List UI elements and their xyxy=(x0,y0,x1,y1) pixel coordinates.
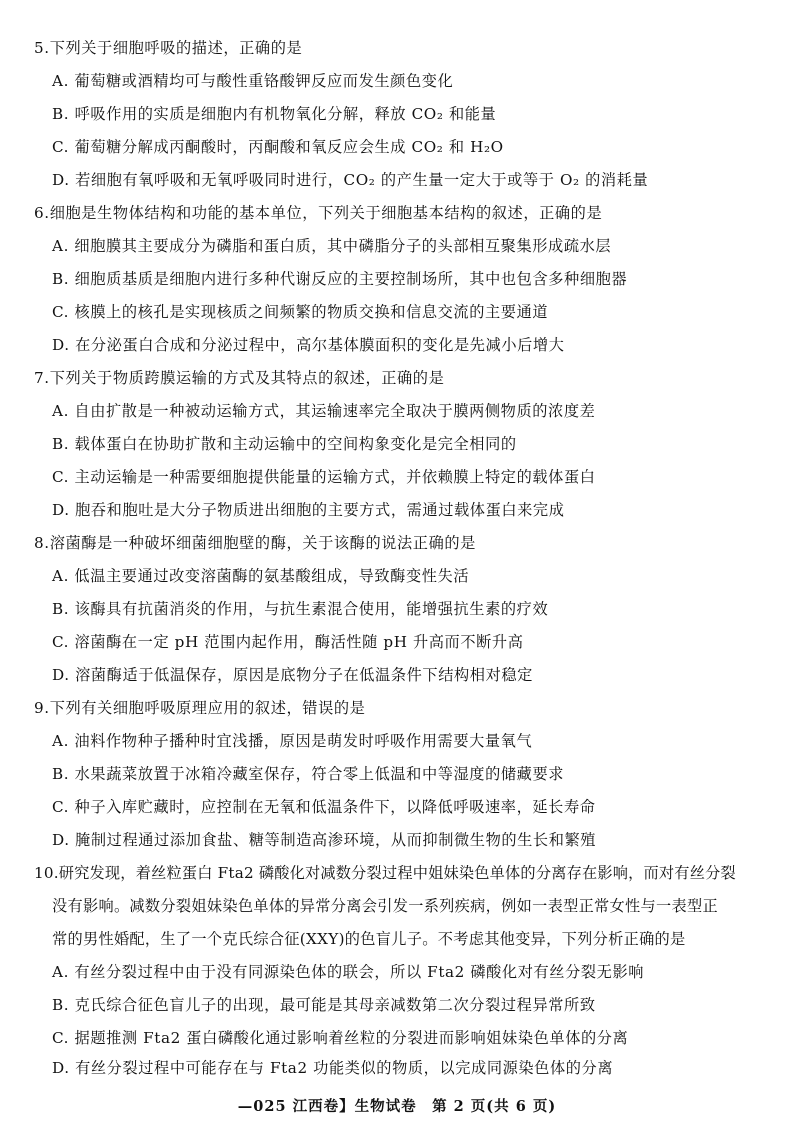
question-6-option-b: B. 细胞质基质是细胞内进行多种代谢反应的主要控制场所，其中也包含多种细胞器 xyxy=(52,270,628,288)
question-10-option-c: C. 据题推测 Fta2 蛋白磷酸化通过影响着丝粒的分裂进而影响姐妹染色单体的分离 xyxy=(52,1029,629,1047)
question-10-option-d: D. 有丝分裂过程中可能存在与 Fta2 功能类似的物质，以完成同源染色体的分离 xyxy=(52,1059,614,1077)
question-9-stem: 9.下列有关细胞呼吸原理应用的叙述，错误的是 xyxy=(34,699,366,717)
question-9-option-b: B. 水果蔬菜放置于冰箱冷藏室保存，符合零上低温和中等湿度的储藏要求 xyxy=(52,765,565,783)
question-5-option-c: C. 葡萄糖分解成丙酮酸时，丙酮酸和氧反应会生成 CO₂ 和 H₂O xyxy=(52,138,504,156)
question-10-stem-line-2: 没有影响。减数分裂姐妹染色单体的异常分离会引发一系列疾病，例如一表型正常女性与一表型正 xyxy=(52,897,718,915)
question-5-option-a: A. 葡萄糖或酒精均可与酸性重铬酸钾反应而发生颜色变化 xyxy=(52,72,454,90)
question-7-option-a: A. 自由扩散是一种被动运输方式，其运输速率完全取决于膜两侧物质的浓度差 xyxy=(52,402,596,420)
question-10-option-b: B. 克氏综合征色盲儿子的出现，最可能是其母亲减数第二次分裂过程异常所致 xyxy=(52,996,596,1014)
question-8-option-c: C. 溶菌酶在一定 pH 范围内起作用，酶活性随 pH 升高而不断升高 xyxy=(52,633,524,651)
question-7-option-c: C. 主动运输是一种需要细胞提供能量的运输方式，并依赖膜上特定的载体蛋白 xyxy=(52,468,596,486)
question-7-stem: 7.下列关于物质跨膜运输的方式及其特点的叙述，正确的是 xyxy=(34,369,445,387)
question-5-option-d: D. 若细胞有氧呼吸和无氧呼吸同时进行，CO₂ 的产生量一定大于或等于 O₂ 的消耗量 xyxy=(52,171,649,189)
question-9-option-d: D. 腌制过程通过添加食盐、糖等制造高渗环境，从而抑制微生物的生长和繁殖 xyxy=(52,831,597,849)
question-9-option-c: C. 种子入库贮藏时，应控制在无氧和低温条件下，以降低呼吸速率，延长寿命 xyxy=(52,798,596,816)
question-6-stem: 6.细胞是生物体结构和功能的基本单位，下列关于细胞基本结构的叙述，正确的是 xyxy=(34,204,603,222)
page-footer: —025 江西卷】生物试卷 第 2 页(共 6 页) xyxy=(237,1098,557,1115)
question-10-stem-line-3: 常的男性婚配，生了一个克氏综合征(XXY)的色盲儿子。不考虑其他变异，下列分析正确的是 xyxy=(52,930,686,948)
question-6-option-c: C. 核膜上的核孔是实现核质之间频繁的物质交换和信息交流的主要通道 xyxy=(52,303,549,321)
question-8-option-a: A. 低温主要通过改变溶菌酶的氨基酸组成，导致酶变性失活 xyxy=(52,567,470,585)
question-5-option-b: B. 呼吸作用的实质是细胞内有机物氧化分解，释放 CO₂ 和能量 xyxy=(52,105,497,123)
question-6-option-a: A. 细胞膜其主要成分为磷脂和蛋白质，其中磷脂分子的头部相互聚集形成疏水层 xyxy=(52,237,612,255)
question-8-option-b: B. 该酶具有抗菌消炎的作用，与抗生素混合使用，能增强抗生素的疗效 xyxy=(52,600,549,618)
question-9-option-a: A. 油料作物种子播种时宜浅播，原因是萌发时呼吸作用需要大量氧气 xyxy=(52,732,533,750)
question-8-option-d: D. 溶菌酶适于低温保存，原因是底物分子在低温条件下结构相对稳定 xyxy=(52,666,533,684)
question-6-option-d: D. 在分泌蛋白合成和分泌过程中，高尔基体膜面积的变化是先减小后增大 xyxy=(52,336,565,354)
question-7-option-b: B. 载体蛋白在协助扩散和主动运输中的空间构象变化是完全相同的 xyxy=(52,435,517,453)
question-5-stem: 5.下列关于细胞呼吸的描述，正确的是 xyxy=(34,39,303,57)
question-10-stem-line-1: 10.研究发现，着丝粒蛋白 Fta2 磷酸化对减数分裂过程中姐妹染色单体的分离存在影响，而对有丝分裂 xyxy=(34,864,736,882)
question-10-option-a: A. 有丝分裂过程中由于没有同源染色体的联会，所以 Fta2 磷酸化对有丝分裂无影响 xyxy=(52,963,645,981)
question-7-option-d: D. 胞吞和胞吐是大分子物质进出细胞的主要方式，需通过载体蛋白来完成 xyxy=(52,501,565,519)
question-8-stem: 8.溶菌酶是一种破坏细菌细胞壁的酶，关于该酶的说法正确的是 xyxy=(34,534,476,552)
